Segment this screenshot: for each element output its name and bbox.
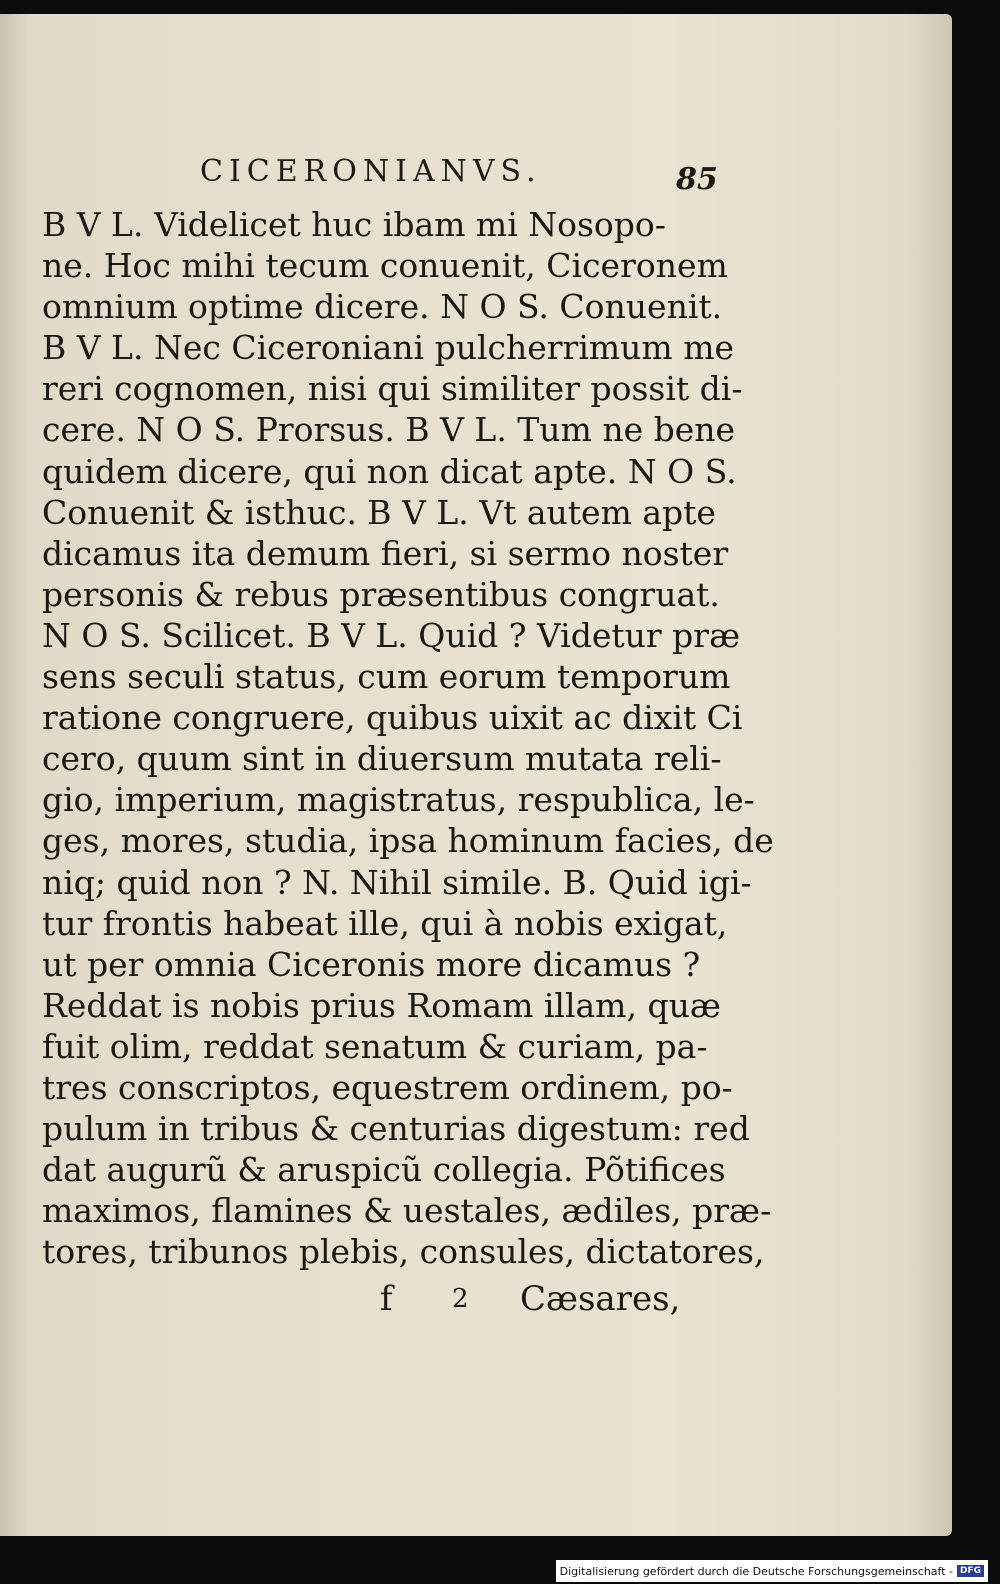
body-text bbox=[42, 204, 774, 1272]
text-line: B V L. Videlicet huc ibam mi Nosopo- bbox=[42, 205, 666, 244]
text-line: N O S. Scilicet. B V L. Quid ? Videtur præ bbox=[42, 615, 741, 655]
catchword: Cæsares, bbox=[520, 1279, 681, 1319]
text-line: dat augurũ & aruspicũ collegia. Põtifices bbox=[42, 1150, 726, 1190]
text-line: quidem dicere, qui non dicat apte. N O S. bbox=[42, 451, 737, 491]
digitization-credit bbox=[556, 1560, 988, 1582]
text-line: sens seculi status, cum eorum temporum bbox=[42, 657, 731, 697]
text-line: ne. Hoc mihi tecum conuenit, Ciceronem bbox=[42, 246, 728, 286]
dfg-logo-icon: DFG bbox=[957, 1565, 984, 1577]
text-line: reri cognomen, nisi qui similiter possit di- bbox=[42, 369, 743, 409]
text-line: dicamus ita demum fieri, si sermo noster bbox=[42, 533, 729, 573]
text-line: niq; quid non ? N. Nihil simile. B. Quid igi- bbox=[42, 862, 752, 902]
text-line: personis & rebus præsentibus congruat. bbox=[42, 574, 720, 614]
text-line: cere. N O S. Prorsus. B V L. Tum ne bene bbox=[42, 410, 736, 450]
text-line: ges, mores, studia, ipsa hominum facies, de bbox=[42, 821, 774, 861]
text-line: B V L. Nec Ciceroniani pulcherrimum me bbox=[42, 328, 735, 368]
text-line: maximos, flamines & uestales, ædiles, præ- bbox=[42, 1191, 772, 1231]
text-line: tores, tribunos plebis, consules, dictatores, bbox=[42, 1232, 765, 1272]
text-line: omnium optime dicere. N O S. Conuenit. bbox=[42, 287, 723, 327]
text-line: tur frontis habeat ille, qui à nobis exigat, bbox=[42, 903, 728, 943]
text-line: ratione congruere, quibus uixit ac dixit Ci bbox=[42, 698, 743, 738]
signature-number: 2 bbox=[452, 1284, 469, 1314]
text-line: pulum in tribus & centurias digestum: red bbox=[42, 1109, 750, 1149]
book-page bbox=[0, 14, 952, 1536]
credit-text: Digitalisierung gefördert durch die Deutsche Forschungsgemeinschaft - bbox=[559, 1564, 953, 1578]
text-line: cero, quum sint in diuersum mutata reli- bbox=[42, 739, 722, 779]
text-line: Reddat is nobis prius Romam illam, quæ bbox=[42, 985, 721, 1025]
text-line: Conuenit & isthuc. B V L. Vt autem apte bbox=[42, 492, 716, 532]
signature-mark: f bbox=[380, 1279, 393, 1319]
text-line: fuit olim, reddat senatum & curiam, pa- bbox=[42, 1026, 708, 1066]
text-line: tres conscriptos, equestrem ordinem, po- bbox=[42, 1067, 733, 1107]
running-head: CICERONIANVS. bbox=[200, 154, 542, 189]
page-number: 85 bbox=[676, 162, 718, 197]
text-line: gio, imperium, magistratus, respublica, le- bbox=[42, 780, 755, 820]
text-line: ut per omnia Ciceronis more dicamus ? bbox=[42, 944, 701, 984]
